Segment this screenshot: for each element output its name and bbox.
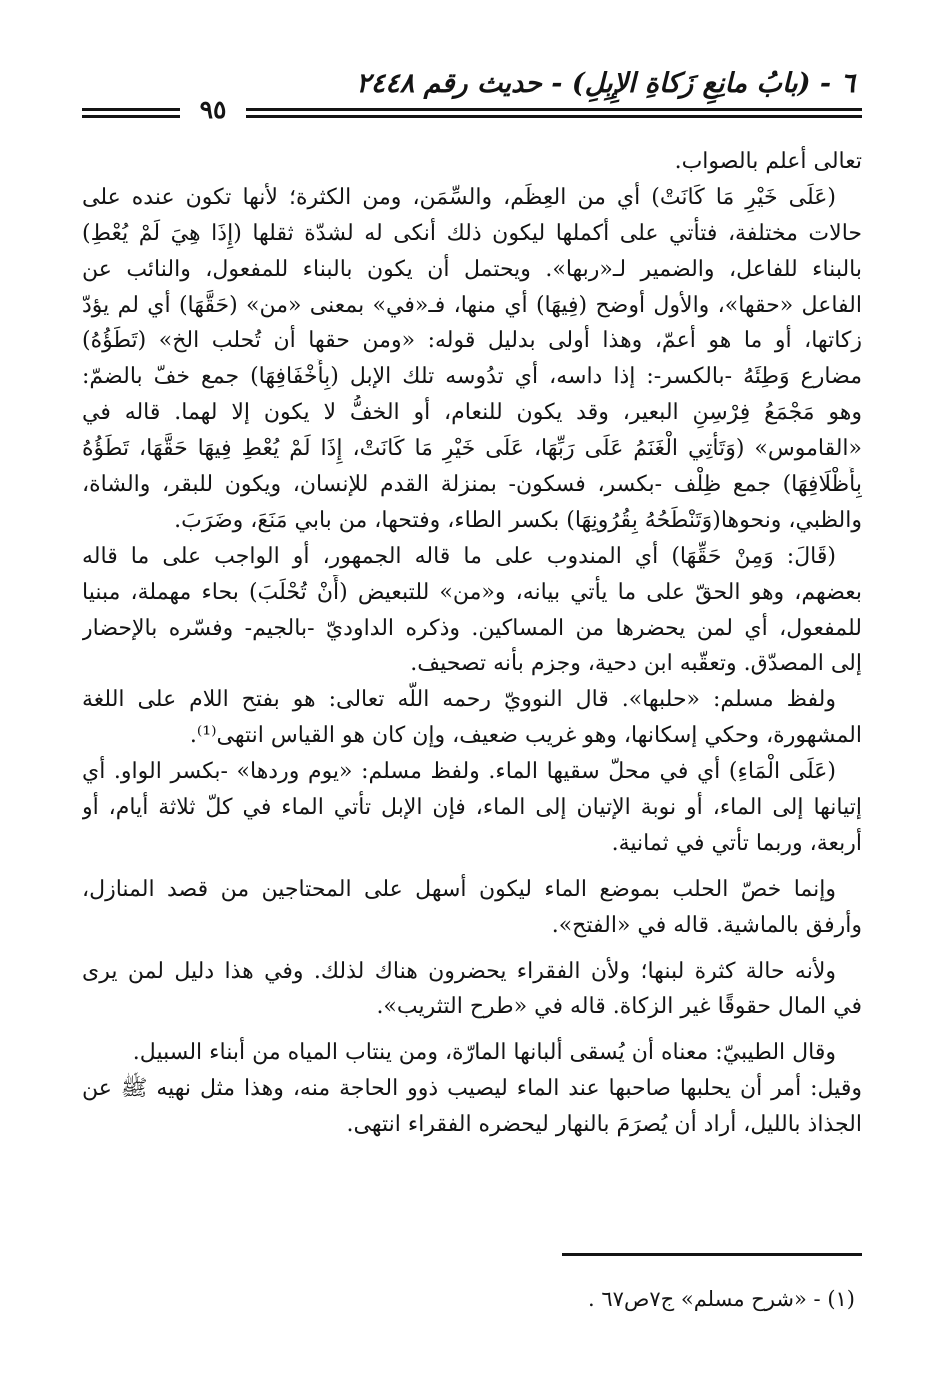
text-line: والظبي، ونحوها(وَتَنْطَحُهُ بِقُرُونِهَا) بكسر الطاء، وفتحها، من بابي مَنَعَ، وضَرَبَ. <box>174 507 862 533</box>
text-line: (عَلَى الْمَاءِ) أي في محلّ سقيها الماء. ولفظ مسلم: «يوم وردها» -بكسر الواو. أي <box>82 759 836 785</box>
text-line: الجذاذ بالليل، أراد أن يُصرَمَ بالنهار ليحضره الفقراء انتهى. <box>346 1112 862 1138</box>
header-rule-left-top <box>82 108 180 111</box>
header-rule-right-top <box>246 108 862 111</box>
text-line: بعضهم، وهو الحقّ على ما يأتي بيانه، و«من» للتبعيض (أَنْ تُحْلَبَ) بحاء مهملة، مبنيا <box>82 579 862 605</box>
text-line: «القاموس» (وَتَأْتِي الْغَنَمُ عَلَى رَبِّهَا، عَلَى خَيْرِ مَا كَانَتْ، إِذَا لَمْ يُعْطِ فِيهَا حَقَّهَا، تَطَؤُهُ <box>82 436 862 462</box>
header-rule-left-bottom <box>82 115 180 118</box>
text-line: الفاعل «حقها»، والأول أوضح (فِيهَا) أي منها، فـ«في» بمعنى «من» (حَقَّهَا) أي لم يؤدّ <box>82 292 862 318</box>
text-line: المشهورة، وحكي إسكانها، وهو غريب ضعيف، وإن كان هو القياس انتهى⁽¹⁾. <box>189 723 862 749</box>
body-text <box>82 144 862 1143</box>
text-line: بالبناء للفاعل، والضمير لـ«ربها». ويحتمل أن يكون بالبناء للمفعول، والنائب عن <box>82 256 862 282</box>
header-rule-right-bottom <box>246 115 862 118</box>
text-line: بِأَظْلَافِهَا) جمع ظِلْف -بكسر، فسكون- بمنزلة القدم للإنسان، ويكون للبقر، والشاة، <box>82 472 862 498</box>
page-number: ٩٥ <box>199 95 227 124</box>
text-line: زكاتها، أو ما هو أعمّ، وهذا أولى بدليل قوله: «ومن حقها أن تُحلب الخ» (تَطَؤُهُ) <box>82 328 862 354</box>
text-line: (عَلَى خَيْرِ مَا كَانَتْ) أي من العِظَم، والسِّمَن، ومن الكثرة؛ لأنها تكون عنده على <box>82 184 836 210</box>
text-line: ولفظ مسلم: «حلبها». قال النوويّ رحمه اللّه تعالى: هو بفتح اللام على اللغة <box>82 687 836 713</box>
text-line: إتيانها إلى الماء، أو نوبة الإتيان إلى الماء، فإن الإبل تأتي الماء في كلّ ثلاثة أيام، أو <box>82 795 862 821</box>
text-line: وقيل: أمر أن يحلبها صاحبها عند الماء ليصيب ذوو الحاجة منه، وهذا مثل نهيه ﷺ عن <box>82 1076 862 1102</box>
text-line: حالات مختلفة، فتأتي على أكملها ليكون ذلك أنكى له لشدّة ثقلها (إِذَا هِيَ لَمْ يُعْطِ) <box>82 220 862 246</box>
text-line: أربعة، وربما تأتي في ثمانية. <box>611 830 862 856</box>
text-line: وأرفق بالماشية. قاله في «الفتح». <box>551 912 862 938</box>
text-line: ولأنه حالة كثرة لبنها؛ ولأن الفقراء يحضرون هناك لذلك. وفي هذا دليل لمن يرى <box>82 958 836 984</box>
text-line: وإنما خصّ الحلب بموضع الماء ليكون أسهل على المحتاجين من قصد المنازل، <box>82 876 836 902</box>
text-line: وهو مَجْمَعُ فِرْسِنِ البعير، وقد يكون للنعام، أو الخفُّ لا يكون إلا لهما. قاله في <box>82 400 862 426</box>
text-line: في المال حقوقًا غير الزكاة. قاله في «طرح التثريب». <box>376 994 862 1020</box>
text-line: تعالى أعلم بالصواب. <box>674 149 862 174</box>
running-header-title: ٦ - (بابُ مانِعِ زَكاةِ الإِبِلِ) - حديث رقم ٢٤٤٨ <box>356 68 855 99</box>
text-line: وقال الطيبيّ: معناه أن يُسقى ألبانها المارّة، ومن ينتاب المياه من أبناء السبيل. <box>132 1040 836 1066</box>
footnote-separator <box>562 1253 862 1256</box>
text-line: مضارع وَطِئَهُ -بالكسر-: إذا داسه، أي تدُوسه تلك الإبل (بِأَخْفَافِهَا) جمع خفّ بالضمّ: <box>82 364 862 390</box>
footnote: (١) - «شرح مسلم» ج٧ص٦٧ . <box>588 1287 855 1311</box>
text-line: إلى المصدّق. وتعقّبه ابن دحية، وجزم بأنه تصحيف. <box>410 651 862 677</box>
text-line: للمفعول، أي لمن يحضرها من المساكين. وذكره الداوديّ -بالجيم- وفسّره بالإحضار <box>82 615 862 641</box>
text-line: (قَالَ: وَمِنْ حَقِّهَا) أي المندوب على ما قاله الجمهور، أو الواجب على ما قاله <box>82 543 836 569</box>
